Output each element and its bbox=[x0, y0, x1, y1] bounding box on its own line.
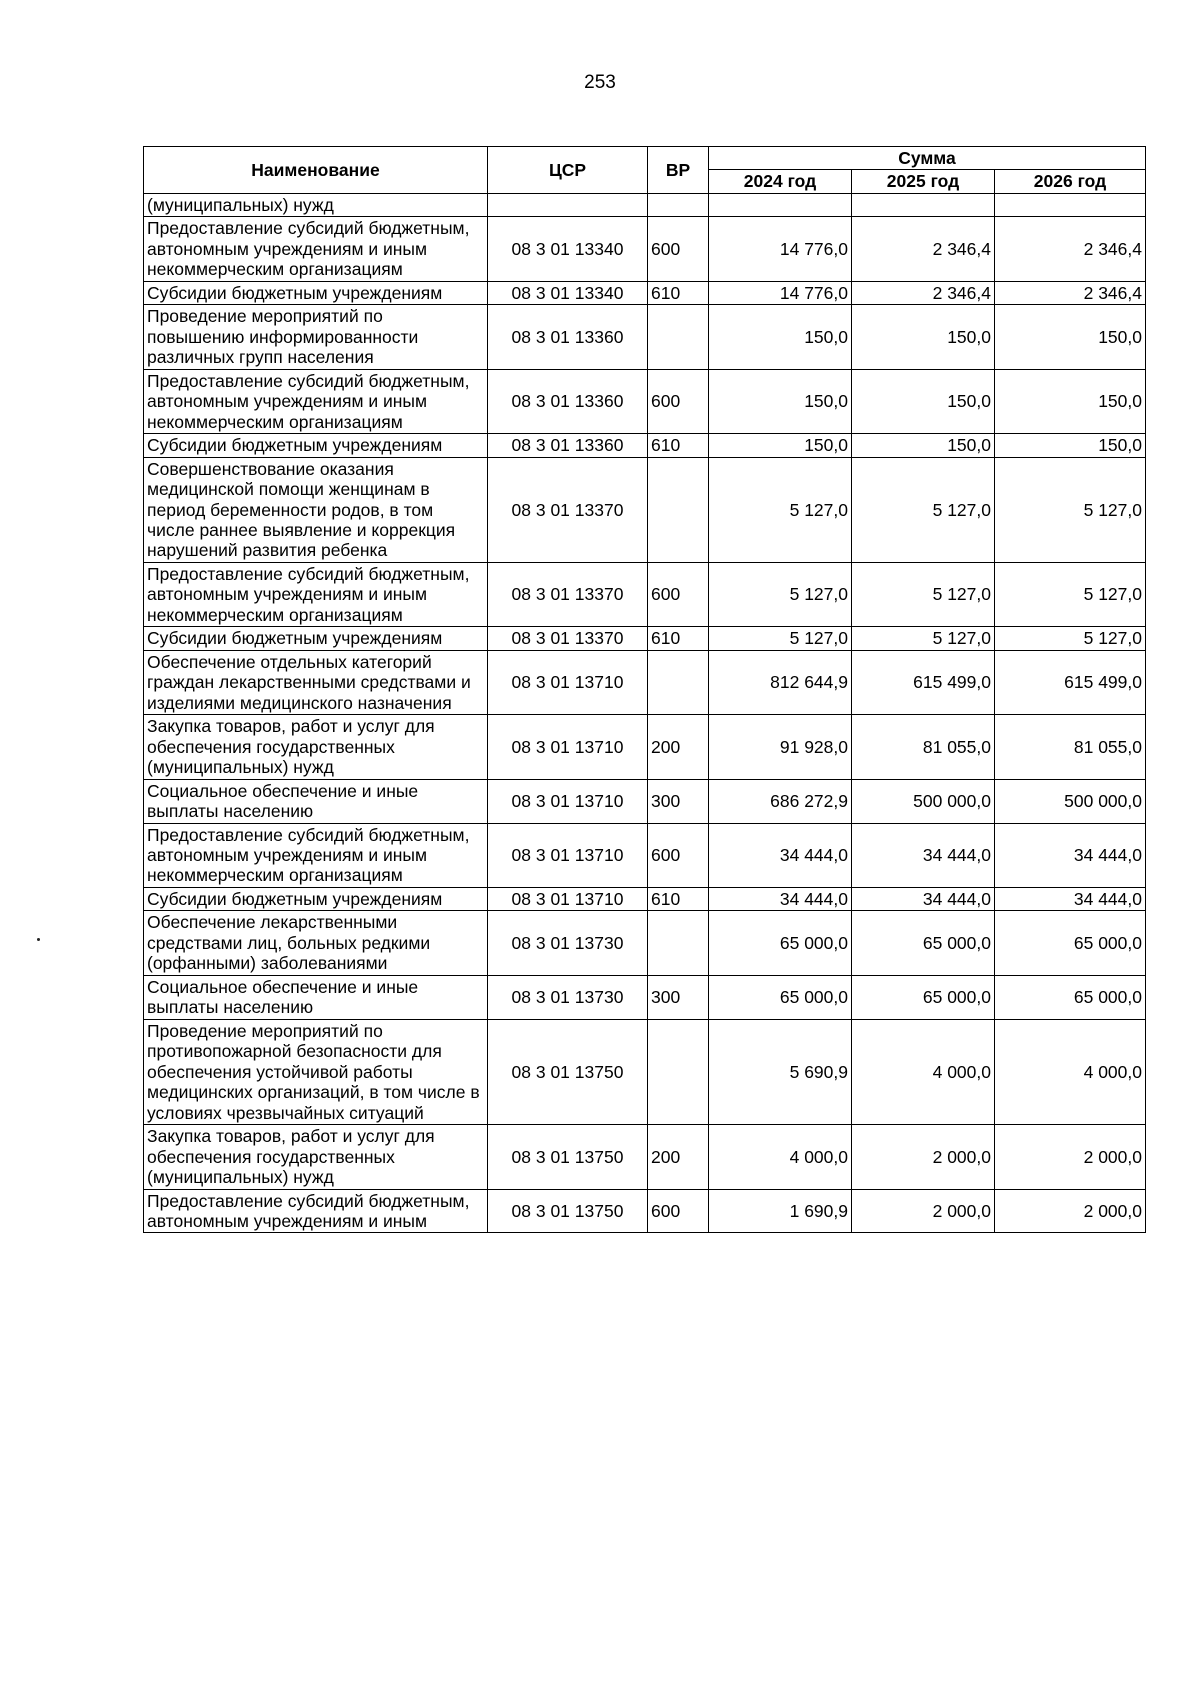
table-row bbox=[144, 305, 1146, 369]
cell-csr: 08 3 01 13730 bbox=[488, 975, 648, 1019]
cell-2024: 150,0 bbox=[709, 369, 852, 433]
cell-2024: 150,0 bbox=[709, 434, 852, 457]
cell-2025: 34 444,0 bbox=[852, 823, 995, 887]
cell-2025: 2 000,0 bbox=[852, 1189, 995, 1233]
cell-csr: 08 3 01 13710 bbox=[488, 887, 648, 910]
cell-2026: 150,0 bbox=[995, 434, 1146, 457]
cell-2026: 2 000,0 bbox=[995, 1125, 1146, 1189]
cell-2026: 65 000,0 bbox=[995, 975, 1146, 1019]
cell-name: Предоставление субсидий бюджетным, автономным учреждениям и иным некоммерческим организациям bbox=[144, 369, 488, 433]
cell-vr: 610 bbox=[648, 281, 709, 304]
cell-name: Закупка товаров, работ и услуг для обеспечения государственных (муниципальных) нужд bbox=[144, 1125, 488, 1189]
header-vr: ВР bbox=[648, 147, 709, 194]
cell-2024: 812 644,9 bbox=[709, 650, 852, 714]
cell-name: Предоставление субсидий бюджетным, автономным учреждениям и иным некоммерческим организациям bbox=[144, 562, 488, 626]
table-body bbox=[144, 193, 1146, 1233]
cell-2025: 5 127,0 bbox=[852, 562, 995, 626]
cell-name: Закупка товаров, работ и услуг для обеспечения государственных (муниципальных) нужд bbox=[144, 715, 488, 779]
cell-2026: 150,0 bbox=[995, 305, 1146, 369]
cell-2026: 2 346,4 bbox=[995, 217, 1146, 281]
cell-name: Социальное обеспечение и иные выплаты населению bbox=[144, 779, 488, 823]
table-row bbox=[144, 779, 1146, 823]
cell-2025: 65 000,0 bbox=[852, 975, 995, 1019]
cell-2025: 34 444,0 bbox=[852, 887, 995, 910]
table-header bbox=[144, 147, 1146, 194]
cell-csr: 08 3 01 13730 bbox=[488, 911, 648, 975]
scan-speck bbox=[37, 938, 40, 941]
cell-name: Субсидии бюджетным учреждениям bbox=[144, 434, 488, 457]
cell-name: (муниципальных) нужд bbox=[144, 193, 488, 216]
cell-2025: 500 000,0 bbox=[852, 779, 995, 823]
cell-csr: 08 3 01 13370 bbox=[488, 562, 648, 626]
cell-vr: 600 bbox=[648, 823, 709, 887]
cell-2024: 65 000,0 bbox=[709, 911, 852, 975]
cell-name: Проведение мероприятий по повышению информированности различных групп населения bbox=[144, 305, 488, 369]
cell-2026: 5 127,0 bbox=[995, 627, 1146, 650]
cell-2024: 14 776,0 bbox=[709, 281, 852, 304]
cell-vr: 600 bbox=[648, 369, 709, 433]
cell-2026: 81 055,0 bbox=[995, 715, 1146, 779]
table-row bbox=[144, 911, 1146, 975]
cell-csr: 08 3 01 13710 bbox=[488, 779, 648, 823]
cell-csr: 08 3 01 13360 bbox=[488, 434, 648, 457]
table-row bbox=[144, 627, 1146, 650]
cell-2024: 34 444,0 bbox=[709, 887, 852, 910]
cell-2025: 2 346,4 bbox=[852, 217, 995, 281]
cell-2024: 5 127,0 bbox=[709, 457, 852, 562]
header-sum: Сумма bbox=[709, 147, 1146, 170]
cell-csr: 08 3 01 13370 bbox=[488, 627, 648, 650]
cell-vr bbox=[648, 457, 709, 562]
cell-2024: 686 272,9 bbox=[709, 779, 852, 823]
cell-vr: 610 bbox=[648, 434, 709, 457]
cell-2026 bbox=[995, 193, 1146, 216]
cell-2025: 5 127,0 bbox=[852, 627, 995, 650]
table-row bbox=[144, 562, 1146, 626]
cell-2024: 91 928,0 bbox=[709, 715, 852, 779]
cell-csr bbox=[488, 193, 648, 216]
cell-csr: 08 3 01 13750 bbox=[488, 1125, 648, 1189]
header-year-2025: 2025 год bbox=[852, 170, 995, 193]
cell-name: Обеспечение отдельных категорий граждан лекарственными средствами и изделиями медицинского назначения bbox=[144, 650, 488, 714]
page-number: 253 bbox=[584, 72, 616, 93]
cell-2025: 2 000,0 bbox=[852, 1125, 995, 1189]
cell-2026: 500 000,0 bbox=[995, 779, 1146, 823]
cell-vr bbox=[648, 911, 709, 975]
table-row bbox=[144, 1019, 1146, 1124]
table-row bbox=[144, 193, 1146, 216]
cell-csr: 08 3 01 13750 bbox=[488, 1019, 648, 1124]
cell-name: Совершенствование оказания медицинской помощи женщинам в период беременности родов, в том числе раннее выявление и коррекция нарушений развития ребенка bbox=[144, 457, 488, 562]
table-row bbox=[144, 217, 1146, 281]
cell-2025: 615 499,0 bbox=[852, 650, 995, 714]
cell-csr: 08 3 01 13360 bbox=[488, 305, 648, 369]
cell-name: Социальное обеспечение и иные выплаты населению bbox=[144, 975, 488, 1019]
cell-2026: 615 499,0 bbox=[995, 650, 1146, 714]
header-year-2024: 2024 год bbox=[709, 170, 852, 193]
cell-name: Субсидии бюджетным учреждениям bbox=[144, 281, 488, 304]
cell-vr: 610 bbox=[648, 887, 709, 910]
cell-vr bbox=[648, 193, 709, 216]
cell-2026: 5 127,0 bbox=[995, 457, 1146, 562]
cell-name: Проведение мероприятий по противопожарной безопасности для обеспечения устойчивой работы медицинских организаций, в том числе в условиях чрезвычайных ситуаций bbox=[144, 1019, 488, 1124]
cell-2024: 4 000,0 bbox=[709, 1125, 852, 1189]
table-row bbox=[144, 650, 1146, 714]
table-row bbox=[144, 281, 1146, 304]
cell-csr: 08 3 01 13360 bbox=[488, 369, 648, 433]
cell-2024: 5 690,9 bbox=[709, 1019, 852, 1124]
cell-2024: 5 127,0 bbox=[709, 627, 852, 650]
cell-vr: 600 bbox=[648, 1189, 709, 1233]
cell-vr bbox=[648, 305, 709, 369]
cell-vr: 600 bbox=[648, 217, 709, 281]
cell-2024: 1 690,9 bbox=[709, 1189, 852, 1233]
cell-vr: 300 bbox=[648, 975, 709, 1019]
cell-csr: 08 3 01 13340 bbox=[488, 217, 648, 281]
cell-2024: 34 444,0 bbox=[709, 823, 852, 887]
budget-table bbox=[143, 146, 1146, 1233]
cell-csr: 08 3 01 13340 bbox=[488, 281, 648, 304]
cell-2024: 65 000,0 bbox=[709, 975, 852, 1019]
cell-2024 bbox=[709, 193, 852, 216]
cell-name: Субсидии бюджетным учреждениям bbox=[144, 627, 488, 650]
cell-csr: 08 3 01 13370 bbox=[488, 457, 648, 562]
cell-vr: 200 bbox=[648, 1125, 709, 1189]
cell-vr: 600 bbox=[648, 562, 709, 626]
cell-2026: 2 000,0 bbox=[995, 1189, 1146, 1233]
cell-2024: 5 127,0 bbox=[709, 562, 852, 626]
cell-2026: 4 000,0 bbox=[995, 1019, 1146, 1124]
table-row bbox=[144, 434, 1146, 457]
table-row bbox=[144, 1189, 1146, 1233]
cell-name: Предоставление субсидий бюджетным, автономным учреждениям и иным bbox=[144, 1189, 488, 1233]
cell-csr: 08 3 01 13710 bbox=[488, 650, 648, 714]
cell-2026: 150,0 bbox=[995, 369, 1146, 433]
cell-2024: 150,0 bbox=[709, 305, 852, 369]
header-name: Наименование bbox=[144, 147, 488, 194]
table-row bbox=[144, 715, 1146, 779]
cell-csr: 08 3 01 13710 bbox=[488, 823, 648, 887]
cell-name: Обеспечение лекарственными средствами лиц, больных редкими (орфанными) заболеваниями bbox=[144, 911, 488, 975]
cell-2025: 150,0 bbox=[852, 305, 995, 369]
cell-2025: 150,0 bbox=[852, 434, 995, 457]
cell-name: Предоставление субсидий бюджетным, автономным учреждениям и иным некоммерческим организациям bbox=[144, 823, 488, 887]
cell-vr: 300 bbox=[648, 779, 709, 823]
cell-2025: 2 346,4 bbox=[852, 281, 995, 304]
cell-csr: 08 3 01 13750 bbox=[488, 1189, 648, 1233]
table-row bbox=[144, 1125, 1146, 1189]
cell-2025: 65 000,0 bbox=[852, 911, 995, 975]
cell-2025: 81 055,0 bbox=[852, 715, 995, 779]
cell-2025: 4 000,0 bbox=[852, 1019, 995, 1124]
cell-2026: 2 346,4 bbox=[995, 281, 1146, 304]
table-row bbox=[144, 457, 1146, 562]
cell-csr: 08 3 01 13710 bbox=[488, 715, 648, 779]
table-row bbox=[144, 823, 1146, 887]
cell-vr bbox=[648, 650, 709, 714]
table-row bbox=[144, 369, 1146, 433]
cell-vr: 610 bbox=[648, 627, 709, 650]
header-csr: ЦСР bbox=[488, 147, 648, 194]
cell-name: Субсидии бюджетным учреждениям bbox=[144, 887, 488, 910]
cell-vr: 200 bbox=[648, 715, 709, 779]
cell-2026: 5 127,0 bbox=[995, 562, 1146, 626]
cell-vr bbox=[648, 1019, 709, 1124]
table-row bbox=[144, 887, 1146, 910]
cell-2025: 5 127,0 bbox=[852, 457, 995, 562]
table-row bbox=[144, 975, 1146, 1019]
cell-2026: 34 444,0 bbox=[995, 887, 1146, 910]
cell-name: Предоставление субсидий бюджетным, автономным учреждениям и иным некоммерческим организациям bbox=[144, 217, 488, 281]
cell-2024: 14 776,0 bbox=[709, 217, 852, 281]
cell-2025 bbox=[852, 193, 995, 216]
cell-2025: 150,0 bbox=[852, 369, 995, 433]
cell-2026: 34 444,0 bbox=[995, 823, 1146, 887]
header-year-2026: 2026 год bbox=[995, 170, 1146, 193]
cell-2026: 65 000,0 bbox=[995, 911, 1146, 975]
